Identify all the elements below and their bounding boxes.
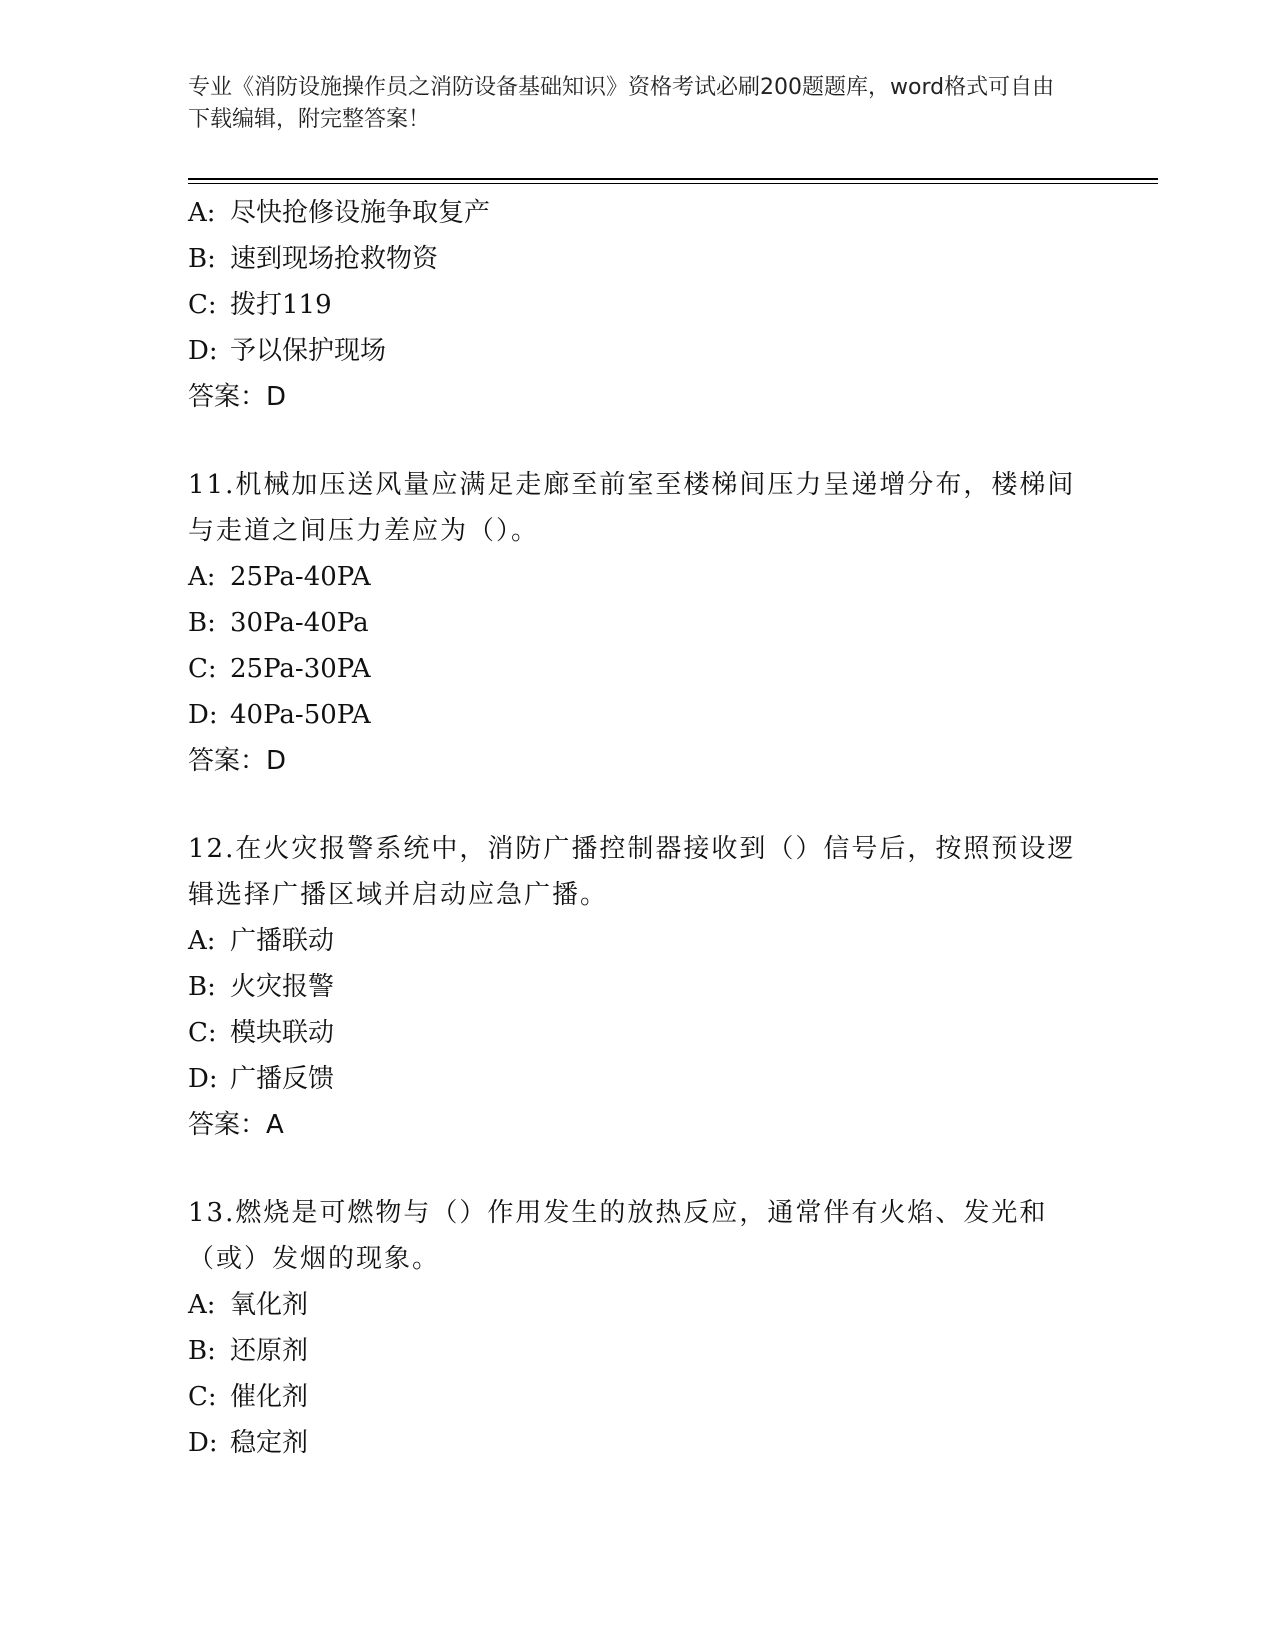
answer-line: 答案：D: [188, 382, 287, 412]
option-d: [188, 328, 1088, 374]
option-text: 稳定剂: [230, 1428, 309, 1458]
option-text: 拨打119: [230, 290, 332, 320]
option-letter: B:: [188, 608, 216, 638]
option-text: 40Pa-50PA: [230, 700, 371, 730]
option-letter: D:: [188, 700, 218, 730]
option-text: 速到现场抢救物资: [230, 244, 439, 274]
option-text: 30Pa-40Pa: [230, 608, 369, 638]
option-text: 模块联动: [230, 1018, 335, 1048]
option-text: 25Pa-30PA: [230, 654, 371, 684]
option-letter: B:: [188, 972, 216, 1002]
option-a: [188, 1282, 1088, 1328]
option-text: 广播反馈: [230, 1064, 335, 1094]
option-letter: C:: [188, 654, 217, 684]
document-body: [188, 190, 1088, 1466]
option-text: 还原剂: [230, 1336, 309, 1366]
option-a: [188, 554, 1088, 600]
option-d: [188, 692, 1088, 738]
question-block-13: [188, 1190, 1088, 1466]
question-block-10: [188, 190, 1088, 420]
option-letter: B:: [188, 244, 216, 274]
option-text: 氧化剂: [230, 1290, 309, 1320]
option-letter: C:: [188, 1382, 217, 1412]
question-stem: 11.机械加压送风量应满足走廊至前室至楼梯间压力呈递增分布，楼梯间与走道之间压力差应为（）。: [188, 470, 1076, 546]
option-letter: C:: [188, 290, 217, 320]
option-d: [188, 1420, 1088, 1466]
option-text: 尽快抢修设施争取复产: [230, 198, 491, 228]
option-c: [188, 1010, 1088, 1056]
option-letter: C:: [188, 1018, 217, 1048]
option-letter: A:: [188, 562, 216, 592]
option-b: [188, 1328, 1088, 1374]
document-header: 专业《消防设施操作员之消防设备基础知识》资格考试必刷200题题库，word格式可自由下载编辑，附完整答案！: [188, 75, 1055, 132]
option-a: [188, 190, 1088, 236]
option-letter: A:: [188, 198, 216, 228]
option-c: [188, 282, 1088, 328]
option-c: [188, 1374, 1088, 1420]
option-b: [188, 600, 1088, 646]
option-letter: D:: [188, 1428, 218, 1458]
option-letter: A:: [188, 1290, 216, 1320]
option-letter: A:: [188, 926, 216, 956]
option-c: [188, 646, 1088, 692]
question-block-12: [188, 826, 1088, 1148]
header-divider-thick: [188, 178, 1158, 180]
option-text: 广播联动: [230, 926, 335, 956]
option-b: [188, 236, 1088, 282]
question-block-11: [188, 462, 1088, 784]
question-stem: 13.燃烧是可燃物与（）作用发生的放热反应，通常伴有火焰、发光和（或）发烟的现象。: [188, 1198, 1048, 1274]
question-stem: 12.在火灾报警系统中，消防广播控制器接收到（）信号后，按照预设逻辑选择广播区域并启动应急广播。: [188, 834, 1076, 910]
option-text: 25Pa-40PA: [230, 562, 371, 592]
option-a: [188, 918, 1088, 964]
option-d: [188, 1056, 1088, 1102]
option-text: 予以保护现场: [230, 336, 387, 366]
option-text: 催化剂: [230, 1382, 309, 1412]
option-letter: B:: [188, 1336, 216, 1366]
option-text: 火灾报警: [230, 972, 335, 1002]
option-letter: D:: [188, 336, 218, 366]
option-b: [188, 964, 1088, 1010]
header-divider-thin: [188, 183, 1158, 184]
option-letter: D:: [188, 1064, 218, 1094]
answer-line: 答案：A: [188, 1110, 284, 1140]
answer-line: 答案：D: [188, 746, 287, 776]
